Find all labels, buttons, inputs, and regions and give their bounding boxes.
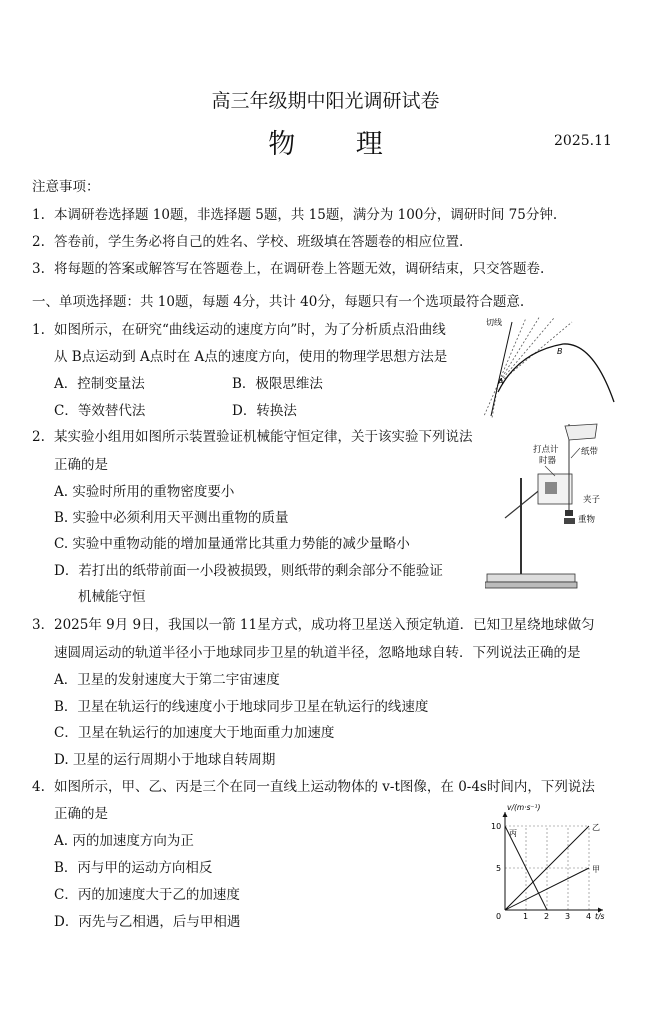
point-b-label: B	[557, 347, 563, 356]
q3-option-d: D. 卫星的运行周期小于地球自转周期	[54, 752, 276, 768]
q2-option-a: A. 实验时所用的重物密度要小	[54, 484, 235, 500]
q1-option-c: C．等效替代法	[54, 403, 146, 419]
item-text: 本调研卷选择题 10题，非选择题 5题，共 15题，满分为 100分，调研时间 75分钟.	[54, 207, 558, 223]
question-1-line2: 从 B点运动到 A点时在 A点的速度方向，使用的物理学思想方法是	[54, 349, 448, 365]
question-2-line1	[32, 425, 473, 445]
q1-option-b: B．极限思维法	[232, 376, 323, 392]
subject-title: 物 理	[268, 129, 409, 160]
question-number: 1.	[32, 322, 45, 338]
tangent-label: 切线	[486, 318, 502, 327]
q3-option-a: A．卫星的发射速度大于第二宇宙速度	[54, 672, 280, 688]
question-number: 2.	[32, 429, 45, 445]
exam-title: 高三年级期中阳光调研试卷	[211, 90, 440, 112]
tape-label: 纸带	[581, 447, 599, 457]
y-tick-label: 10	[491, 822, 502, 831]
timer-label-2: 时器	[539, 456, 557, 466]
item-number: 2.	[32, 234, 45, 250]
timer-label-1: 打点计	[533, 445, 559, 455]
question-text: 2025年 9月 9日，我国以一箭 11星方式，成功将卫星送入预定轨道．已知卫星绕地球做匀	[54, 617, 595, 633]
x-tick-label: 3	[565, 912, 571, 921]
x-axis-label: t/s	[595, 912, 605, 921]
question-text: 某实验小组用如图所示装置验证机械能守恒定律，关于该实验下列说法	[54, 429, 473, 445]
notes-item	[32, 257, 544, 277]
q2-apparatus-figure	[485, 418, 610, 590]
q1-curve-figure	[468, 312, 618, 420]
item-number: 1.	[32, 207, 45, 223]
x-tick-label: 2	[544, 912, 550, 921]
q4-option-b: B．丙与甲的运动方向相反	[54, 860, 213, 876]
q3-option-c: C．卫星在轨运行的加速度大于地面重力加速度	[54, 725, 335, 741]
y-axis-arrow	[503, 812, 508, 817]
item-text: 答卷前，学生务必将自己的姓名、学校、班级填在答题卷的相应位置.	[54, 234, 464, 250]
x-tick-label: 1	[523, 912, 529, 921]
series-label: 乙	[592, 823, 600, 832]
q1-option-a: A．控制变量法	[54, 376, 145, 392]
question-4-line2: 正确的是	[54, 806, 108, 822]
question-2-line2: 正确的是	[54, 457, 108, 473]
exam-date: 2025.11	[554, 133, 612, 149]
section-heading: 一、单项选择题：共 10题，每题 4分，共计 40分，每题只有一个选项最符合题意.	[32, 294, 525, 310]
q2-option-b: B. 实验中必须利用天平测出重物的质量	[54, 510, 289, 526]
question-1-line1	[32, 318, 446, 338]
series-label: 甲	[592, 865, 600, 874]
question-3-line1	[32, 613, 595, 633]
notes-heading: 注意事项：	[32, 179, 100, 195]
x-tick-label: 0	[496, 912, 502, 921]
question-4-line1	[32, 775, 595, 795]
q1-option-d: D．转换法	[232, 403, 297, 419]
weight-label: 重物	[578, 515, 596, 525]
weight-block	[564, 518, 575, 524]
q4-option-a: A. 丙的加速度方向为正	[54, 833, 194, 849]
q2-option-c: C. 实验中重物动能的增加量通常比其重力势能的减少量略小	[54, 536, 410, 552]
q2-option-d-continued: 机械能守恒	[78, 589, 146, 605]
q3-option-b: B．卫星在轨运行的线速度小于地球同步卫星在轨运行的线速度	[54, 699, 429, 715]
q4-vt-chart	[478, 798, 618, 926]
y-axis-label: v/(m·s⁻¹)	[507, 803, 541, 812]
clip-label: 夹子	[583, 495, 601, 505]
item-text: 将每题的答案或解答写在答题卷上，在调研卷上答题无效，调研结束，只交答题卷.	[54, 261, 545, 277]
tangent-line	[498, 322, 512, 384]
q4-option-c: C．丙的加速度大于乙的加速度	[54, 887, 240, 903]
series-line	[505, 868, 589, 910]
question-number: 4.	[32, 779, 45, 795]
item-number: 3.	[32, 261, 45, 277]
notes-item	[32, 203, 557, 223]
trajectory-curve	[498, 344, 614, 402]
q2-option-d: D．若打出的纸带前面一小段被损毁，则纸带的剩余部分不能验证	[54, 563, 443, 579]
y-tick-label: 5	[496, 864, 502, 873]
notes-item	[32, 230, 463, 250]
question-3-line2: 速圆周运动的轨道半径小于地球同步卫星的轨道半径，忽略地球自转．下列说法正确的是	[54, 645, 581, 661]
point-a-label: A	[498, 377, 504, 386]
question-text: 如图所示，甲、乙、丙是三个在同一直线上运动物体的 v-t图像，在 0-4s时间内，下列说法	[54, 779, 595, 795]
question-text: 如图所示，在研究“曲线运动的速度方向”时，为了分析质点沿曲线	[54, 322, 446, 338]
series-label: 丙	[509, 829, 517, 838]
question-number: 3．	[32, 617, 55, 633]
x-tick-label: 4	[586, 912, 592, 921]
q4-option-d: D．丙先与乙相遇，后与甲相遇	[54, 914, 241, 930]
